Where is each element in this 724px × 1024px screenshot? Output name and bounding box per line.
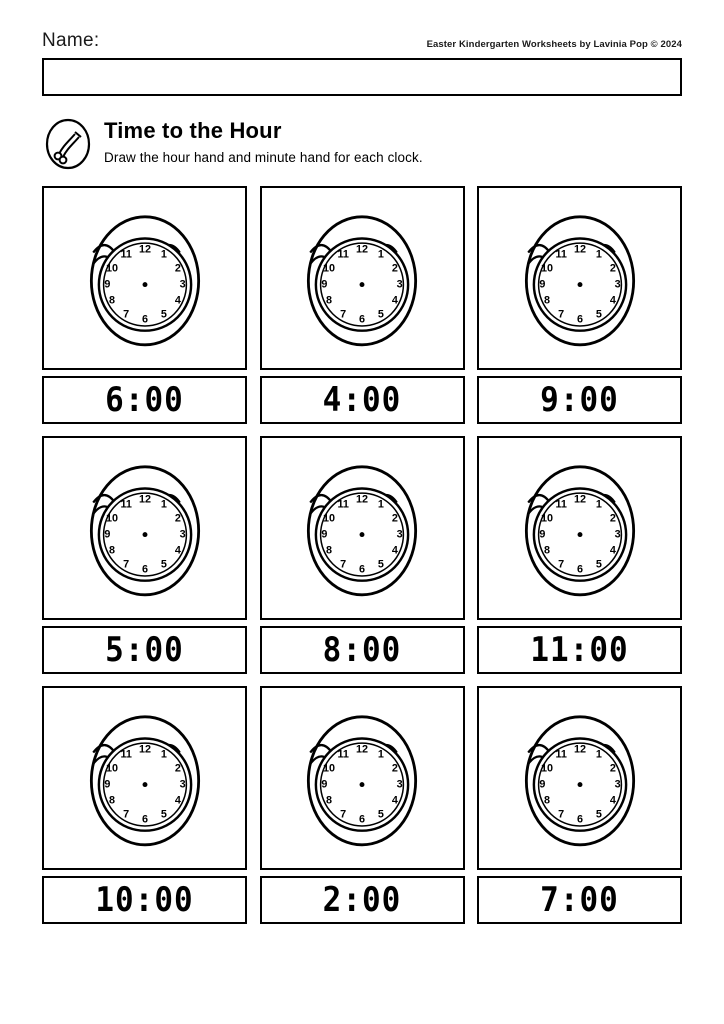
problems-grid: [42, 186, 682, 924]
svg-text:12: 12: [573, 743, 586, 756]
svg-text:10: 10: [323, 512, 336, 525]
problem-cell: [477, 436, 682, 674]
svg-text:2: 2: [174, 512, 181, 525]
svg-text:11: 11: [337, 748, 349, 761]
svg-text:1: 1: [377, 248, 384, 261]
svg-text:4: 4: [174, 794, 181, 807]
svg-text:9: 9: [538, 278, 545, 291]
svg-text:5: 5: [595, 808, 602, 821]
time-label-box: [260, 376, 465, 424]
svg-text:8: 8: [108, 544, 115, 557]
easter-egg-clock: [500, 698, 660, 858]
easter-egg-scissors-icon: [42, 118, 94, 170]
header: [42, 0, 682, 52]
svg-text:3: 3: [179, 528, 186, 541]
problem-cell: [42, 686, 247, 924]
time-value: 10:00: [95, 880, 194, 919]
svg-text:11: 11: [119, 248, 132, 261]
svg-text:5: 5: [377, 808, 384, 821]
svg-text:12: 12: [355, 243, 369, 256]
svg-text:1: 1: [160, 748, 167, 761]
svg-text:8: 8: [326, 544, 333, 557]
svg-text:5: 5: [595, 308, 602, 321]
svg-text:10: 10: [105, 762, 118, 775]
easter-egg-clock: [282, 698, 442, 858]
svg-text:11: 11: [554, 498, 567, 511]
svg-text:2: 2: [391, 762, 398, 775]
svg-text:1: 1: [377, 498, 384, 511]
svg-text:11: 11: [337, 248, 349, 261]
svg-text:4: 4: [609, 794, 616, 807]
svg-text:2: 2: [609, 262, 616, 275]
problem-cell: [477, 186, 682, 424]
clock-face-box[interactable]: [477, 686, 682, 870]
svg-text:12: 12: [355, 743, 369, 756]
svg-text:2: 2: [391, 512, 398, 525]
problem-cell: [42, 186, 247, 424]
svg-text:12: 12: [573, 243, 586, 256]
svg-text:3: 3: [614, 278, 621, 291]
svg-text:7: 7: [557, 308, 564, 321]
time-label-box: [42, 376, 247, 424]
svg-text:6: 6: [358, 563, 366, 576]
svg-text:8: 8: [543, 294, 550, 307]
svg-text:7: 7: [122, 558, 129, 571]
svg-text:10: 10: [540, 262, 553, 275]
time-label-box: [477, 376, 682, 424]
svg-text:10: 10: [540, 512, 553, 525]
title-section: [42, 116, 682, 178]
time-label-box: [42, 626, 247, 674]
svg-text:7: 7: [122, 308, 129, 321]
svg-text:3: 3: [179, 778, 186, 791]
svg-text:7: 7: [340, 808, 347, 821]
clock-face-box[interactable]: [260, 436, 465, 620]
svg-text:2: 2: [609, 762, 616, 775]
svg-text:8: 8: [326, 294, 333, 307]
svg-text:9: 9: [103, 778, 110, 791]
time-value: 7:00: [540, 880, 619, 919]
svg-text:7: 7: [557, 808, 564, 821]
svg-text:6: 6: [576, 563, 583, 576]
svg-text:2: 2: [174, 262, 181, 275]
svg-text:9: 9: [103, 278, 110, 291]
time-value: 11:00: [530, 630, 629, 669]
svg-text:11: 11: [554, 248, 567, 261]
svg-text:2: 2: [174, 762, 181, 775]
svg-text:6: 6: [141, 813, 148, 826]
svg-text:1: 1: [377, 748, 384, 761]
time-label-box: [260, 876, 465, 924]
time-label-box: [42, 876, 247, 924]
easter-egg-clock: [500, 448, 660, 608]
svg-text:6: 6: [358, 813, 366, 826]
problem-cell: [260, 186, 465, 424]
svg-text:5: 5: [160, 558, 167, 571]
easter-egg-clock: [500, 198, 660, 358]
time-value: 4:00: [322, 380, 402, 419]
time-label-box: [477, 626, 682, 674]
svg-text:12: 12: [138, 743, 151, 756]
easter-egg-clock: [282, 448, 442, 608]
svg-text:12: 12: [355, 493, 369, 506]
svg-text:4: 4: [391, 544, 398, 557]
svg-text:3: 3: [396, 278, 403, 291]
instructions: Draw the hour hand and minute hand for each clock.: [104, 150, 423, 165]
clock-face-box[interactable]: [42, 686, 247, 870]
problem-cell: [260, 436, 465, 674]
svg-text:5: 5: [595, 558, 602, 571]
easter-egg-clock: [65, 448, 225, 608]
svg-text:1: 1: [595, 248, 602, 261]
svg-text:7: 7: [340, 308, 347, 321]
svg-text:2: 2: [609, 512, 616, 525]
svg-text:4: 4: [391, 794, 398, 807]
svg-text:1: 1: [595, 498, 602, 511]
svg-text:6: 6: [576, 813, 583, 826]
problem-cell: [42, 436, 247, 674]
clock-face-box[interactable]: [477, 436, 682, 620]
svg-text:10: 10: [323, 262, 336, 275]
problem-cell: [260, 686, 465, 924]
svg-text:4: 4: [391, 294, 398, 307]
clock-face-box[interactable]: [260, 186, 465, 370]
svg-text:10: 10: [105, 512, 118, 525]
svg-text:12: 12: [138, 243, 151, 256]
svg-text:8: 8: [543, 544, 550, 557]
svg-text:4: 4: [609, 294, 616, 307]
svg-text:3: 3: [614, 778, 621, 791]
problem-cell: [477, 686, 682, 924]
svg-text:5: 5: [377, 308, 384, 321]
time-value: 2:00: [322, 880, 402, 919]
svg-text:9: 9: [538, 778, 545, 791]
svg-text:8: 8: [326, 794, 333, 807]
svg-text:4: 4: [174, 294, 181, 307]
svg-text:10: 10: [105, 262, 118, 275]
svg-text:6: 6: [141, 313, 148, 326]
svg-text:5: 5: [160, 308, 167, 321]
svg-text:11: 11: [337, 498, 349, 511]
svg-text:4: 4: [174, 544, 181, 557]
svg-text:1: 1: [160, 248, 167, 261]
svg-text:6: 6: [141, 563, 148, 576]
svg-text:11: 11: [119, 748, 132, 761]
svg-text:7: 7: [557, 558, 564, 571]
svg-text:3: 3: [179, 278, 186, 291]
svg-text:7: 7: [340, 558, 347, 571]
time-value: 8:00: [322, 630, 402, 669]
svg-text:9: 9: [538, 528, 545, 541]
svg-text:9: 9: [103, 528, 110, 541]
svg-text:5: 5: [377, 558, 384, 571]
svg-text:2: 2: [391, 262, 398, 275]
page-title: Time to the Hour: [104, 118, 282, 143]
svg-text:6: 6: [358, 313, 366, 326]
easter-egg-clock: [65, 698, 225, 858]
svg-text:5: 5: [160, 808, 167, 821]
svg-text:3: 3: [396, 778, 403, 791]
easter-egg-clock: [65, 198, 225, 358]
svg-text:4: 4: [609, 544, 616, 557]
svg-text:1: 1: [160, 498, 167, 511]
time-value: 6:00: [105, 380, 184, 419]
time-value: 5:00: [105, 630, 184, 669]
svg-text:1: 1: [595, 748, 602, 761]
easter-egg-clock: [282, 198, 442, 358]
svg-text:3: 3: [614, 528, 621, 541]
svg-text:8: 8: [108, 794, 115, 807]
clock-face-box[interactable]: [260, 686, 465, 870]
clock-face-box[interactable]: [477, 186, 682, 370]
svg-text:9: 9: [321, 778, 328, 791]
time-label-box: [477, 876, 682, 924]
svg-text:9: 9: [321, 528, 328, 541]
svg-text:11: 11: [554, 748, 567, 761]
svg-text:8: 8: [108, 294, 115, 307]
svg-text:3: 3: [396, 528, 403, 541]
svg-text:8: 8: [543, 794, 550, 807]
svg-text:7: 7: [122, 808, 129, 821]
svg-text:10: 10: [540, 762, 553, 775]
name-input-box[interactable]: [42, 58, 682, 96]
svg-text:6: 6: [576, 313, 583, 326]
clock-face-box[interactable]: [42, 186, 247, 370]
svg-text:12: 12: [573, 493, 586, 506]
svg-text:10: 10: [323, 762, 336, 775]
svg-text:11: 11: [119, 498, 132, 511]
clock-face-box[interactable]: [42, 436, 247, 620]
svg-text:12: 12: [138, 493, 151, 506]
name-label: Name:: [42, 30, 100, 51]
time-value: 9:00: [540, 380, 619, 419]
credit-line: Easter Kindergarten Worksheets by Lavinia Pop © 2024: [426, 39, 682, 50]
svg-text:9: 9: [321, 278, 328, 291]
time-label-box: [260, 626, 465, 674]
